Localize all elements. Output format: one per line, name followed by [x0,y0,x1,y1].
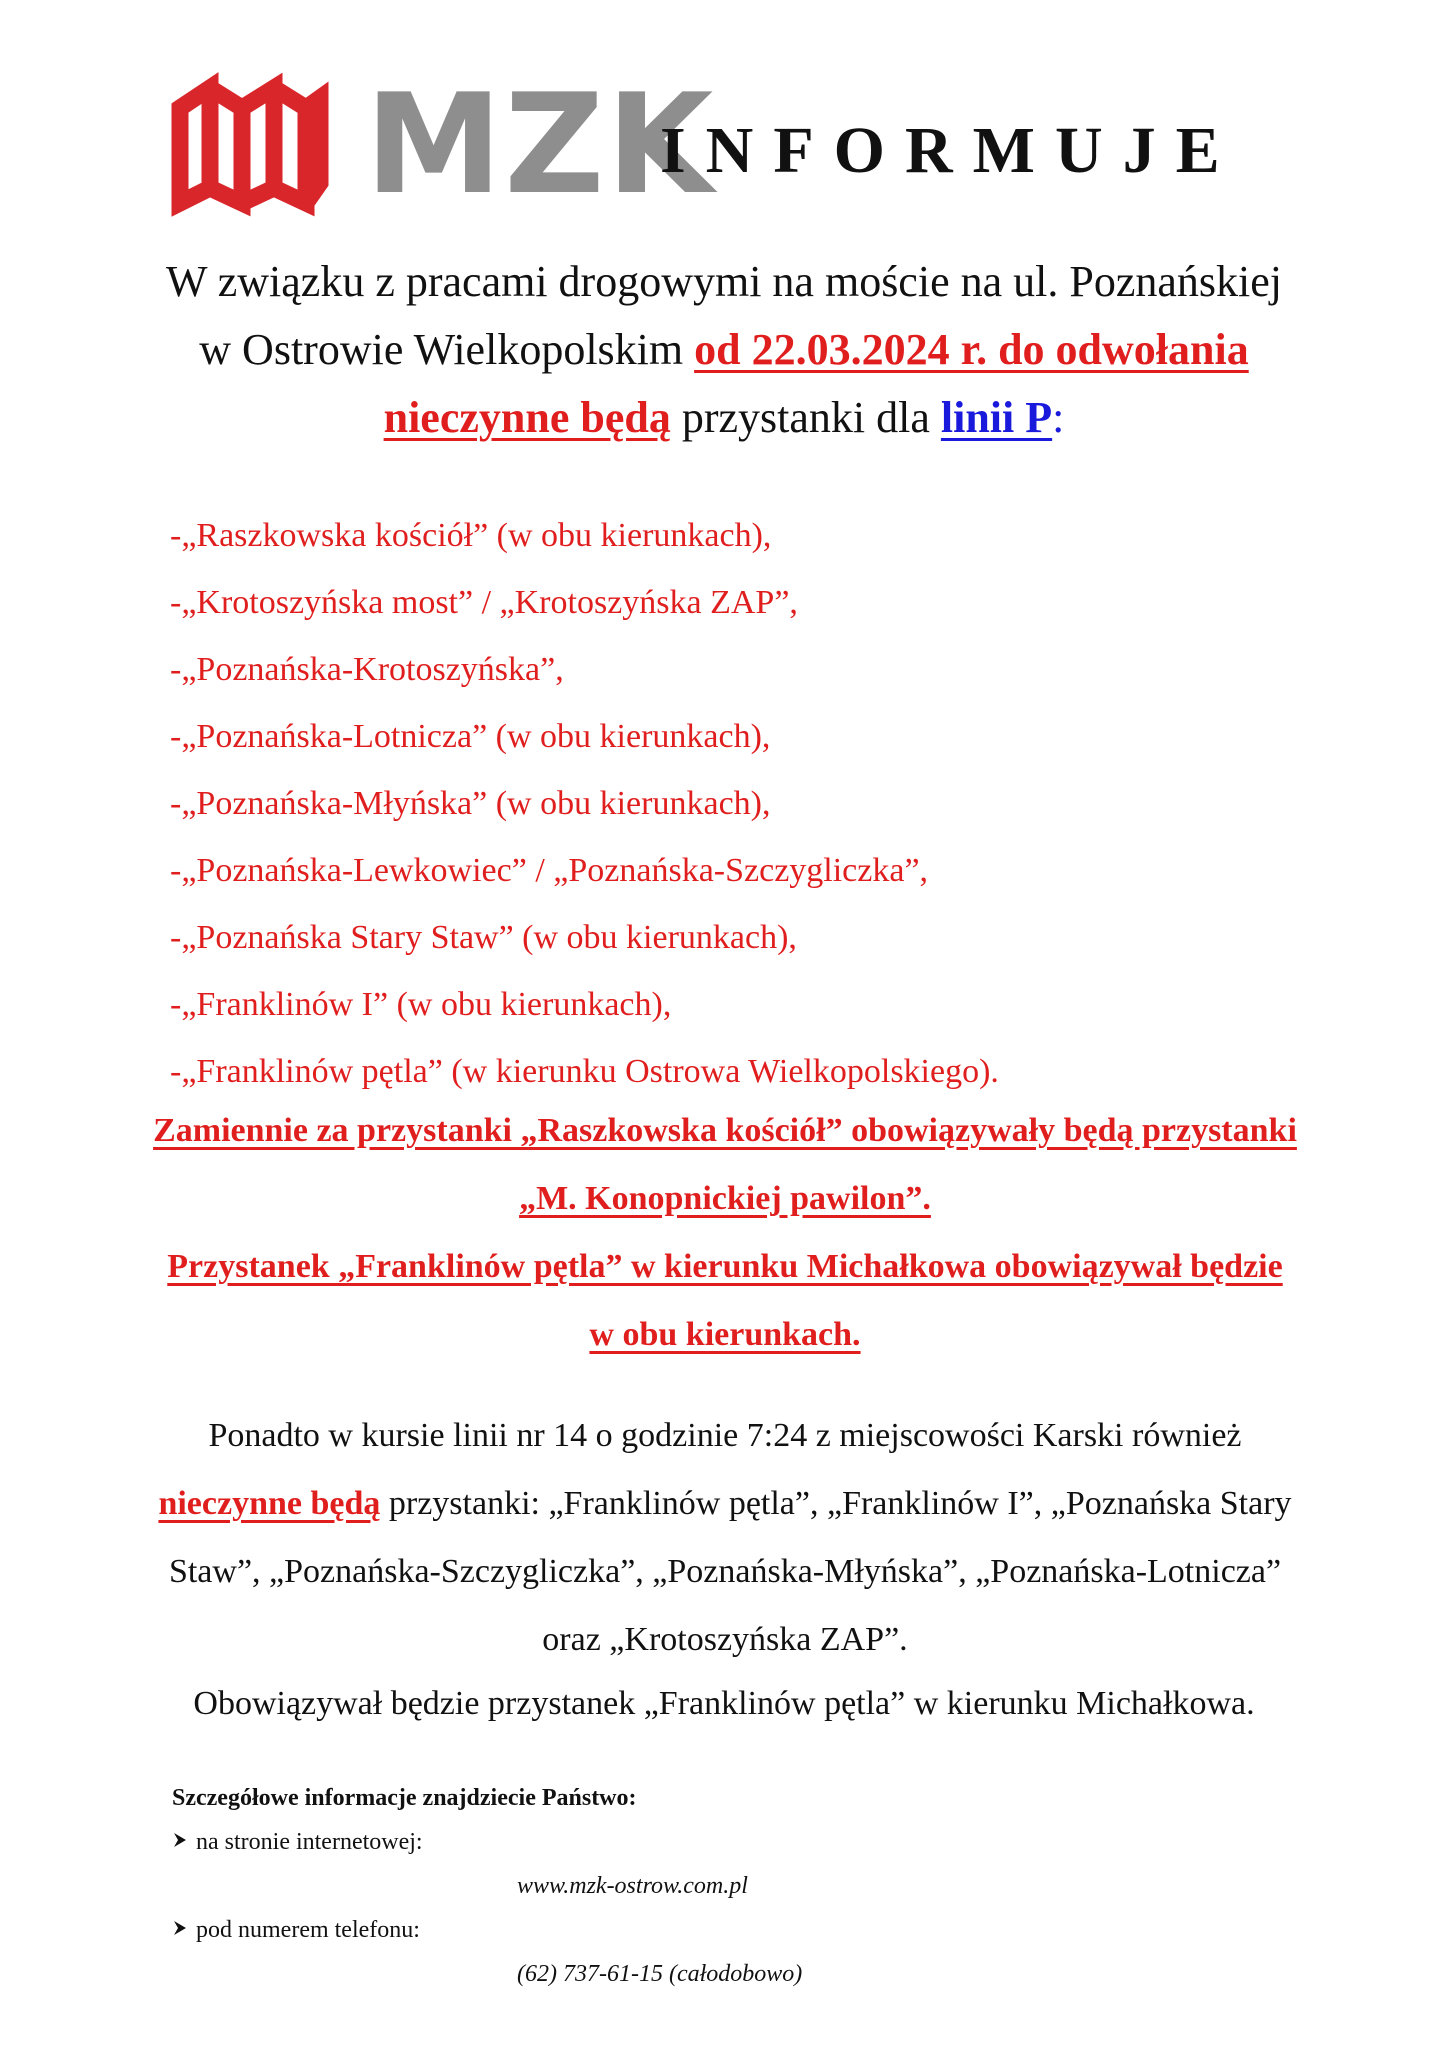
header [170,64,1320,225]
additional-line: oraz „Krotoszyńska ZAP”. [542,1621,908,1658]
closed-stops-list [170,502,1370,1105]
list-item: -„Poznańska-Lewkowiec” / „Poznańska-Szczygliczka”, [170,852,929,889]
replacement-line: Przystanek „Franklinów pętla” w kierunku Michałkowa obowiązywał będzie [167,1248,1283,1285]
valid-stop-note: Obowiązywał będzie przystanek „Franklinów pętla” w kierunku Michałkowa. [193,1685,1255,1722]
website-link[interactable]: www.mzk-ostrow.com.pl [517,1873,748,1899]
page-title: INFORMUJE [660,114,1240,187]
web-label: na stronie internetowej: [196,1829,423,1855]
arrow-bullet-icon [172,1820,196,1864]
list-item: -„Poznańska-Lotnicza” (w obu kierunkach), [170,718,771,755]
replacement-line: Zamiennie za przystanki „Raszkowska kościół” obowiązywały będą przystanki [153,1112,1297,1149]
intro-line-2-prefix: w Ostrowie Wielkopolskim [199,325,695,374]
list-item: -„Raszkowska kościół” (w obu kierunkach), [170,517,772,554]
additional-line [70,1470,1380,1538]
list-item: -„Poznańska-Krotoszyńska”, [170,651,564,688]
intro-line-3 [0,384,1448,452]
arrow-bullet-icon [172,1908,196,1952]
intro-line-1: W związku z pracami drogowymi na moście na ul. Poznańskiej [166,257,1282,306]
additional-line: Ponadto w kursie linii nr 14 o godzinie 7:24 z miejscowości Karski również [208,1417,1242,1454]
list-item: -„Franklinów pętla” (w kierunku Ostrowa Wielkopolskiego). [170,1053,999,1090]
closed-highlight-2: nieczynne będą [158,1485,381,1522]
list-item: -„Poznańska Stary Staw” (w obu kierunkach), [170,919,797,956]
replacement-notice [60,1097,1390,1369]
date-range-highlight: od 22.03.2024 r. do odwołania [694,325,1249,374]
list-item: -„Krotoszyńska most” / „Krotoszyńska ZAP”, [170,584,798,621]
contact-title: Szczegółowe informacje znajdziecie Państwo: [172,1785,637,1811]
mzk-logo-icon [170,68,330,218]
additional-line-2-rest: przystanki: „Franklinów pętla”, „Franklinów I”, „Poznańska Stary [380,1485,1292,1522]
closed-highlight: nieczynne będą [383,393,671,442]
web-label-row [172,1820,1072,1864]
additional-line: Staw”, „Poznańska-Szczygliczka”, „Poznańska-Młyńska”, „Poznańska-Lotnicza” [168,1553,1282,1590]
intro-line-2 [0,316,1448,384]
replacement-line: w obu kierunkach. [589,1316,861,1353]
logo-wordmark: MZK [365,64,716,225]
list-item: -„Poznańska-Młyńska” (w obu kierunkach), [170,785,771,822]
list-item: -„Franklinów I” (w obu kierunkach), [170,986,672,1023]
intro-line-3-suffix: : [1052,393,1065,442]
line-p-link[interactable]: linii P [940,393,1053,442]
phone-label-row [172,1908,1072,1952]
additional-info [70,1402,1380,1674]
contact-info [172,1776,1072,1996]
intro-line-3-mid: przystanki dla [670,393,941,442]
phone-label: pod numerem telefonu: [196,1917,420,1943]
phone-number[interactable]: (62) 737-61-15 (całodobowo) [517,1961,803,1987]
replacement-line: „M. Konopnickiej pawilon”. [519,1180,931,1217]
intro-text [0,248,1448,452]
